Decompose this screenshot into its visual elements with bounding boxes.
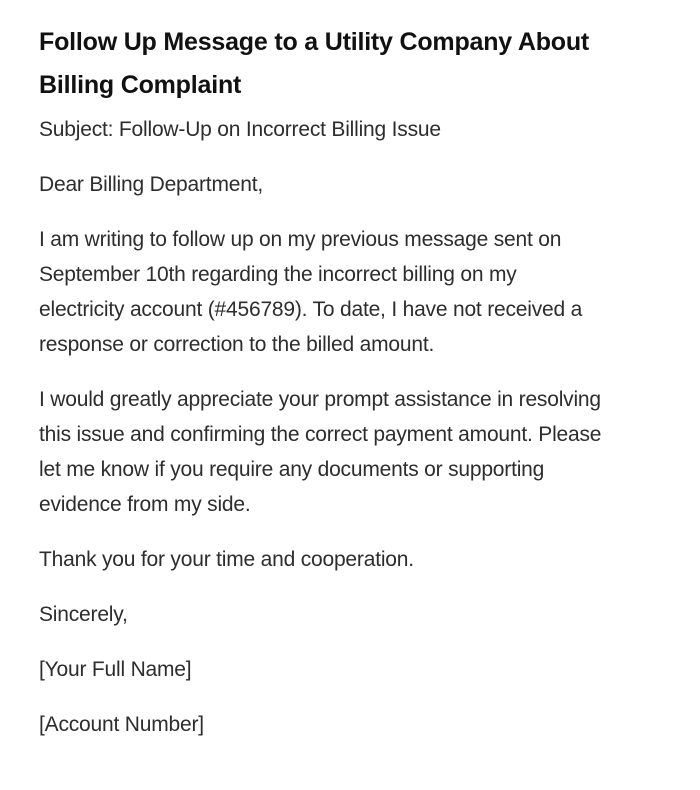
signoff: Sincerely, xyxy=(39,603,128,626)
body-paragraph: I would greatly appreciate your prompt assistance in resolving this issue and confirming the correct payment amount. Please let me know if you require any documents or supporting evidence from my side. xyxy=(39,388,602,516)
account-placeholder-line: [Account Number] xyxy=(39,713,204,736)
closing-line: Thank you for your time and cooperation. xyxy=(39,548,414,571)
body-paragraph: I am writing to follow up on my previous message sent on September 10th regarding the incorrect billing on my electricity account (#456789). To date, I have not received a response or correction to the billed amount. xyxy=(39,228,583,356)
name-placeholder-line: [Your Full Name] xyxy=(39,658,192,681)
page-title: Follow Up Message to a Utility Company About Billing Complaint xyxy=(39,28,590,99)
letter-body xyxy=(39,21,604,742)
salutation: Dear Billing Department, xyxy=(39,173,263,196)
subject-line: Subject: Follow-Up on Incorrect Billing Issue xyxy=(39,118,441,141)
